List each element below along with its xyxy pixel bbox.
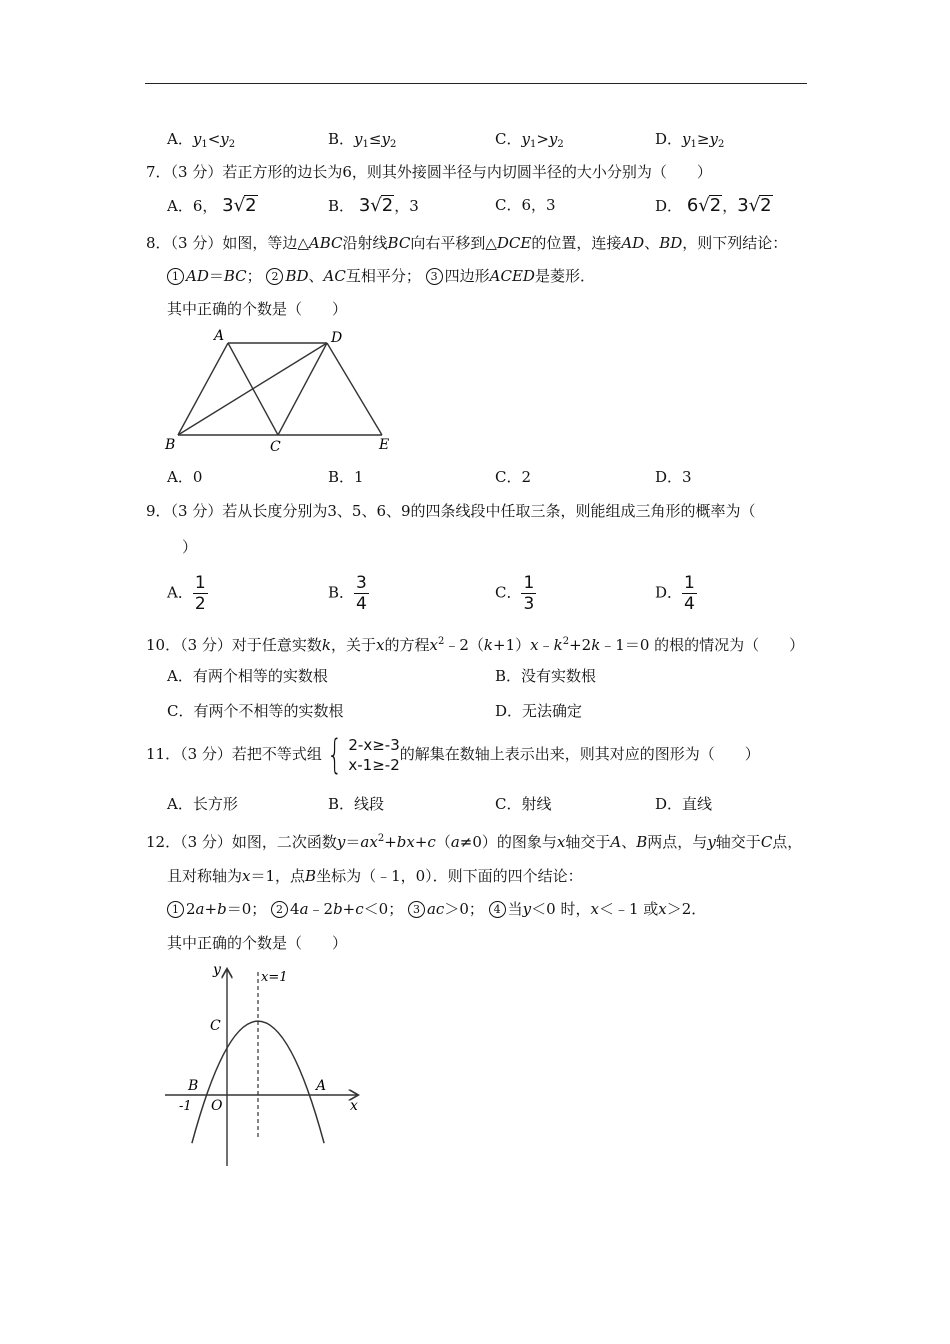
q11-option-c: C．射线 — [495, 795, 552, 813]
q7-option-c: C．6，3 — [495, 196, 556, 214]
q8-stem: 8．（3 分）如图，等边△ABC沿射线BC向右平移到△DCE的位置，连接AD、BD，则下列结论： — [146, 234, 788, 252]
q9-option-a: A． $\frac{1}{2}$ — [167, 573, 206, 614]
q11-option-b: B．线段 — [328, 795, 385, 813]
q7-option-a: A．6， 3√2 — [167, 195, 257, 216]
q12-ask: 其中正确的个数是（ ） — [167, 934, 348, 952]
q12-label-x: x — [350, 1098, 358, 1114]
q12-label-a: A — [316, 1078, 327, 1094]
q12-label-y: y — [213, 962, 221, 978]
q12-stem: 12．（3 分）如图，二次函数$y=ax^2+bx+c(a\ne 0)$的图象与x轴交于A、B两点，与y轴交于C点， — [146, 833, 803, 851]
q6-option-b: B．$y_1\le y_2$ — [328, 130, 397, 150]
q12-label-c: C — [210, 1018, 221, 1034]
q8-conclusions: 1 AD＝BC； 2 BD、AC互相平分； 3 四边形ACED是菱形． — [167, 266, 595, 286]
q8-label-b: B — [165, 437, 176, 453]
q9-option-c: C． $\frac{1}{3}$ — [495, 573, 535, 614]
q12-stem-line2: 且对称轴为x＝1，点B坐标为（﹣1，0）．则下面的四个结论： — [167, 867, 583, 885]
q8-seg-cd — [278, 343, 327, 435]
q8-option-b: B．1 — [328, 468, 364, 486]
q8-option-c: C．2 — [495, 468, 532, 486]
q12-conclusions: 1 2a+b＝0； 2 4a﹣2b+c＜0； 3 ac＞0； 4 当y＜0 时，x＜﹣1 或x＞2． — [167, 899, 706, 919]
q10-stem: 10．（3 分）对于任意实数k，关于x的方程$x^2﹣2(k+1)x﹣k^2+2k﹣1=0$ 的根的情况为（ ） — [146, 636, 805, 654]
q11-option-a: A．长方形 — [167, 795, 238, 813]
q8-option-a: A．0 — [167, 468, 203, 486]
q10-option-c: C．有两个不相等的实数根 — [167, 702, 344, 720]
q8-ask: 其中正确的个数是（ ） — [167, 300, 348, 318]
q6-option-c: C．$y_1>y_2$ — [495, 130, 564, 150]
q6-option-d: D．$y_1\ge y_2$ — [655, 130, 725, 150]
q11-option-d: D．直线 — [655, 795, 713, 813]
q12-label-o: O — [211, 1098, 223, 1114]
q11-stem: 11．（3 分）若把不等式组 { 2-x≥-3 x-1≥-2 的解集在数轴上表示出来，则其对应的图形为（ ） — [146, 732, 760, 778]
q10-option-b: B．没有实数根 — [495, 667, 597, 685]
q11-inequality-system: { 2-x≥-3 x-1≥-2 — [327, 732, 400, 778]
q8-label-a: A — [214, 328, 225, 344]
q8-label-c: C — [270, 439, 281, 455]
q7-option-d: D． 6√2，3√2 — [655, 195, 772, 216]
q8-seg-bd — [178, 343, 327, 435]
q7-option-b: B． 3√2，3 — [328, 195, 419, 216]
q8-seg-ab — [178, 343, 228, 435]
q6-option-a: A．$y_1<y_2$ — [167, 130, 236, 150]
q12-label-sym: x=1 — [261, 970, 288, 985]
q9-option-d: D． $\frac{1}{4}$ — [655, 573, 695, 614]
q7-stem: 7．（3 分）若正方形的边长为6，则其外接圆半径与内切圆半径的大小分别为（ ） — [146, 163, 712, 181]
q9-stem: 9．（3 分）若从长度分别为3、5、6、9的四条线段中任取三条，则能组成三角形的概率为（ — [146, 502, 756, 520]
q9-option-b: B． $\frac{3}{4}$ — [328, 573, 367, 614]
q8-seg-de — [327, 343, 382, 435]
q8-label-e: E — [379, 437, 390, 453]
header-rule — [145, 83, 807, 84]
q8-option-d: D．3 — [655, 468, 692, 486]
q12-figure — [160, 958, 370, 1173]
q12-label-neg1: -1 — [179, 1099, 192, 1114]
q12-label-b: B — [188, 1078, 199, 1094]
q8-label-d: D — [331, 330, 343, 346]
q9-stem-close: ） — [182, 538, 198, 556]
q10-option-d: D．无法确定 — [495, 702, 583, 720]
q10-option-a: A．有两个相等的实数根 — [167, 667, 328, 685]
q8-figure — [160, 325, 400, 455]
q12-parabola — [192, 1021, 327, 1143]
